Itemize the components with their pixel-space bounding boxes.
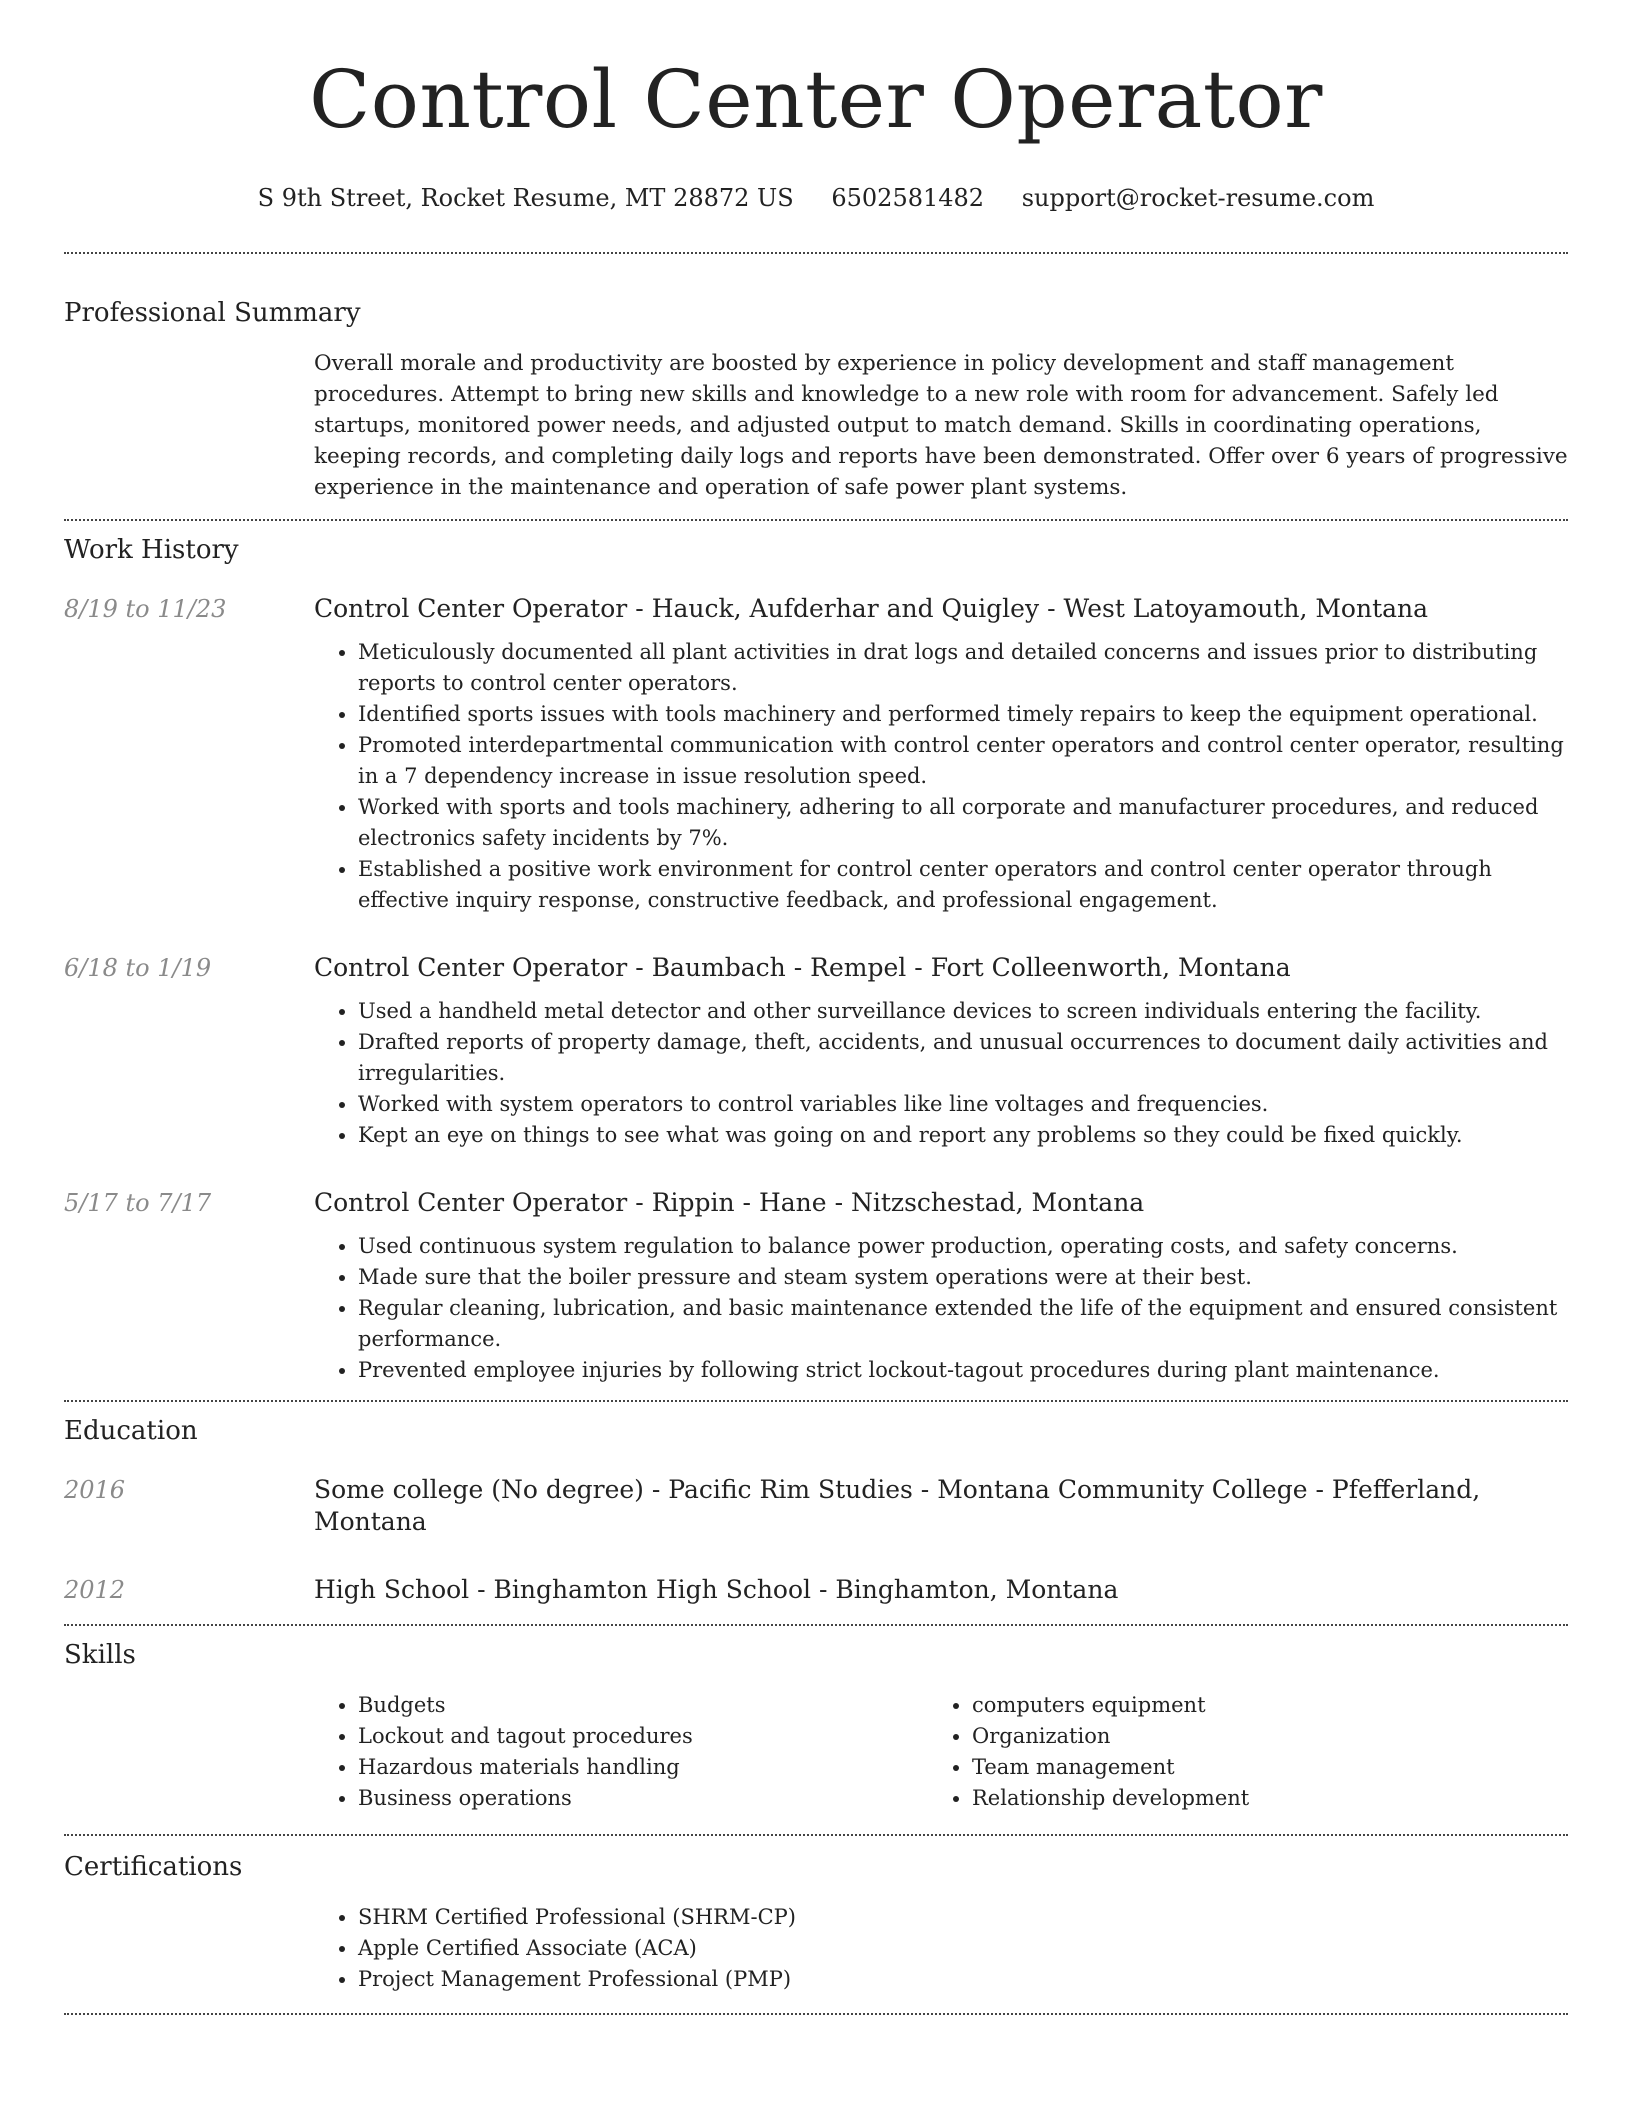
job-dates: 6/18 to 1/19 <box>64 954 212 982</box>
job-bullet: • Established a positive work environment for control center operators and control center operator through effective inquiry response, constructive feedback, and professional engagement. <box>358 854 1568 916</box>
job-bullet: • Regular cleaning, lubrication, and basic maintenance extended the life of the equipment and ensured consistent performance. <box>358 1293 1568 1355</box>
job-bullet: • Drafted reports of property damage, theft, accidents, and unusual occurrences to document daily activities and irregularities. <box>358 1027 1568 1089</box>
job-location: West Latoyamouth, Montana <box>1063 594 1429 623</box>
job-company: Hauck, Aufderhar and Quigley <box>651 594 1040 623</box>
skill-item: • Lockout and tagout procedures <box>358 1721 928 1752</box>
skill-item: • Business operations <box>358 1783 928 1814</box>
job-bullets <box>314 1231 1568 1386</box>
skill-item: • Team management <box>972 1752 1542 1783</box>
job-dates: 5/17 to 7/17 <box>64 1189 212 1217</box>
job-entry <box>64 1187 1568 1386</box>
job-location: Fort Colleenworth, Montana <box>930 953 1291 982</box>
certifications-list <box>314 1902 1568 1995</box>
job-company: Rippin - Hane <box>651 1188 827 1217</box>
job-entry <box>64 593 1568 916</box>
skill-item: • computers equipment <box>972 1690 1542 1721</box>
section-divider <box>64 2013 1568 2015</box>
candidate-name: Control Center Operator <box>309 53 1323 146</box>
job-role: Control Center Operator <box>314 594 628 623</box>
job-bullet: • Worked with system operators to control variables like line voltages and frequencies. <box>358 1089 1568 1120</box>
job-heading: Control Center Operator - Hauck, Aufderhar and Quigley - West Latoyamouth, Montana <box>314 594 1429 623</box>
job-company: Baumbach - Rempel <box>651 953 907 982</box>
job-bullet: • Prevented employee injuries by following strict lockout-tagout procedures during plant maintenance. <box>358 1355 1568 1386</box>
certifications-heading: Certifications <box>64 1852 243 1882</box>
certification-item: • Apple Certified Associate (ACA) <box>358 1933 1568 1964</box>
skill-item: • Hazardous materials handling <box>358 1752 928 1783</box>
skills-grid <box>314 1690 1568 1814</box>
certification-item: • SHRM Certified Professional (SHRM-CP) <box>358 1902 1568 1933</box>
job-bullet: • Used a handheld metal detector and other surveillance devices to screen individuals entering the facility. <box>358 996 1568 1027</box>
job-bullet: • Worked with sports and tools machinery, adhering to all corporate and manufacturer procedures, and reduced electronics safety incidents by 7%. <box>358 792 1568 854</box>
contact-line <box>64 182 1568 214</box>
job-entry <box>64 952 1568 1151</box>
skill-item: • Organization <box>972 1721 1542 1752</box>
skills-heading: Skills <box>64 1640 136 1670</box>
job-role: Control Center Operator <box>314 1188 628 1217</box>
summary-text: Overall morale and productivity are boosted by experience in policy development and staff management procedures. Attempt to bring new skills and knowledge to a new role with room for advancement. Safely led startups, monitored power needs, and adjusted output to match demand. Skills in coordinating operations, keeping records, and completing daily logs and reports have been demonstrated. Offer over 6 years of progressive experience in the maintenance and operation of safe power plant systems. <box>314 351 1568 500</box>
education-heading: Education <box>64 1416 198 1446</box>
summary-section <box>64 254 1568 519</box>
job-bullet: • Kept an eye on things to see what was going on and report any problems so they could be fixed quickly. <box>358 1120 1568 1151</box>
job-bullets <box>314 996 1568 1151</box>
work-history-heading: Work History <box>64 535 239 565</box>
summary-heading: Professional Summary <box>64 298 361 328</box>
contact-email: support@rocket-resume.com <box>1021 184 1375 212</box>
skills-section <box>64 1626 1568 1834</box>
education-year: 2012 <box>64 1576 126 1604</box>
contact-phone: 6502581482 <box>831 184 985 212</box>
skill-item: • Relationship development <box>972 1783 1542 1814</box>
certifications-section <box>64 1836 1568 2013</box>
job-bullets <box>314 637 1568 916</box>
skill-item: • Budgets <box>358 1690 928 1721</box>
job-role: Control Center Operator <box>314 953 628 982</box>
education-entry <box>64 1474 1568 1538</box>
skills-column <box>314 1690 928 1814</box>
job-heading: Control Center Operator - Rippin - Hane - Nitzschestad, Montana <box>314 1188 1145 1217</box>
education-text: Some college (No degree) - Pacific Rim Studies - Montana Community College - Pfefferland, Montana <box>314 1475 1481 1536</box>
education-entry <box>64 1574 1568 1606</box>
job-bullet: • Identified sports issues with tools machinery and performed timely repairs to keep the equipment operational. <box>358 699 1568 730</box>
job-bullet: • Used continuous system regulation to balance power production, operating costs, and safety concerns. <box>358 1231 1568 1262</box>
education-section <box>64 1402 1568 1624</box>
job-bullet: • Meticulously documented all plant activities in drat logs and detailed concerns and issues prior to distributing reports to control center operators. <box>358 637 1568 699</box>
work-history-section <box>64 521 1568 1400</box>
job-bullet: • Promoted interdepartmental communication with control center operators and control center operator, resulting in a 7 dependency increase in issue resolution speed. <box>358 730 1568 792</box>
skills-column <box>928 1690 1542 1814</box>
job-heading: Control Center Operator - Baumbach - Rempel - Fort Colleenworth, Montana <box>314 953 1291 982</box>
job-bullet: • Made sure that the boiler pressure and steam system operations were at their best. <box>358 1262 1568 1293</box>
education-text: High School - Binghamton High School - Binghamton, Montana <box>314 1575 1119 1604</box>
contact-address: S 9th Street, Rocket Resume, MT 28872 US <box>257 184 794 212</box>
job-dates: 8/19 to 11/23 <box>64 595 227 623</box>
certification-item: • Project Management Professional (PMP) <box>358 1964 1568 1995</box>
education-year: 2016 <box>64 1476 126 1504</box>
job-location: Nitzschestad, Montana <box>851 1188 1145 1217</box>
